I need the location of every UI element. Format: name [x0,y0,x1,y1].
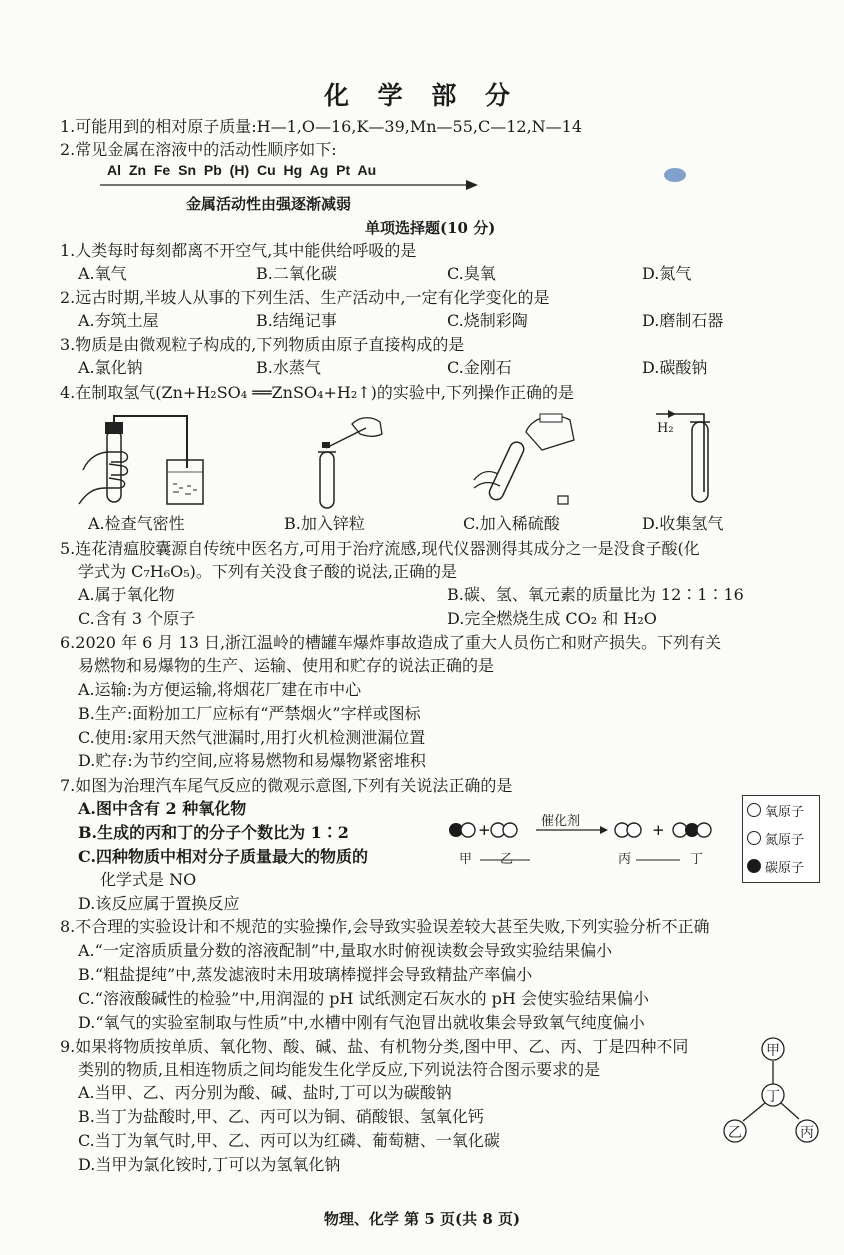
legend-oxygen [743,796,819,824]
note-2: 2.常见金属在溶液中的活动性顺序如下: [60,140,337,159]
q4-option-a: A.检查气密性 [88,514,185,533]
q4-option-d: D.收集氢气 [642,514,724,533]
q3-stem: 3.物质是由微观粒子构成的,下列物质由原子直接构成的是 [60,335,465,354]
q2-option-b: B.结绳记事 [256,311,337,330]
q4-h2-label: H₂ [657,421,674,436]
q2-option-d: D.磨制石器 [642,311,724,330]
q6-option-c: C.使用:家用天然气泄漏时,用打火机检测泄漏位置 [78,728,426,747]
metal-activity-caption: 金属活动性由强逐渐减弱 [186,195,352,213]
q7-catalyst-label: 催化剂 [541,814,581,829]
q2-option-a: A.夯筑土屋 [78,311,159,330]
q1-stem: 1.人类每时每刻都离不开空气,其中能供给呼吸的是 [60,241,417,260]
legend-oxygen-label: 氧原子 [765,804,805,820]
q5-option-b: B.碳、氢、氧元素的质量比为 12∶1∶16 [447,585,744,604]
metal-activity-series: Al Zn Fe Sn Pb (H) Cu Hg Ag Pt Au [107,162,377,178]
q7-option-b: B.生成的丙和丁的分子个数比为 1∶2 [78,823,349,842]
q7-option-d: D.该反应属于置换反应 [78,894,240,913]
section-heading: 单项选择题(10 分) [365,219,496,237]
q3-option-c: C.金刚石 [447,358,512,377]
legend-carbon-label: 碳原子 [765,860,805,876]
svg-text:+: + [478,821,491,839]
q6-stem-line1: 6.2020 年 6 月 13 日,浙江温岭的槽罐车爆炸事故造成了重大人员伤亡和财产损失。下列有关 [60,633,722,652]
q1-option-d: D.氮气 [642,264,692,283]
page-footer: 物理、化学 第 5 页(共 8 页) [323,1210,521,1228]
q2-stem: 2.远古时期,半坡人从事的下列生活、生产活动中,一定有化学变化的是 [60,288,550,307]
q8-option-d: D.“氧气的实验室制取与性质”中,水槽中刚有气泡冒出就收集会导致氧气纯度偏小 [78,1013,645,1032]
q8-stem: 8.不合理的实验设计和不规范的实验操作,会导致实验误差较大甚至失败,下列实验分析不正确 [60,917,710,936]
nitrogen-atom-icon [747,831,761,845]
q7-atom-legend [742,795,820,883]
q9-node-yi: 乙 [728,1125,742,1141]
q9-option-c: C.当丁为氧气时,甲、乙、丙可以为红磷、葡萄糖、一氧化碳 [78,1131,500,1150]
q7-stem: 7.如图为治理汽车尾气反应的微观示意图,下列有关说法正确的是 [60,776,513,795]
legend-nitrogen [743,824,819,852]
q6-stem-line2: 易燃物和易爆物的生产、运输、使用和贮存的说法正确的是 [78,656,495,675]
ink-smudge [664,168,686,182]
q4-option-b: B.加入锌粒 [284,514,365,533]
oxygen-atom-icon [747,803,761,817]
q5-option-c: C.含有 3 个原子 [78,609,196,628]
q7-option-c-line2: 化学式是 NO [100,870,197,889]
q9-node-jia: 甲 [766,1043,780,1059]
q9-option-d: D.当甲为氯化铵时,丁可以为氢氧化钠 [78,1155,341,1174]
q5-option-d: D.完全燃烧生成 CO₂ 和 H₂O [447,609,657,628]
legend-nitrogen-label: 氮原子 [765,832,805,848]
q3-option-d: D.碳酸钠 [642,358,708,377]
q5-option-a: A.属于氧化物 [78,585,175,604]
q7-option-c-line1: C.四种物质中相对分子质量最大的物质的 [78,847,369,866]
q6-option-a: A.运输:为方便运输,将烟花厂建在市中心 [78,680,362,699]
q6-option-b: B.生产:面粉加工厂应标有“严禁烟火”字样或图标 [78,704,421,723]
q5-stem-line1: 5.连花清瘟胶囊源自传统中医名方,可用于治疗流感,现代仪器测得其成分之一是没食子酸(化 [60,539,700,558]
q4-figure-add-zinc [296,412,386,512]
q9-node-ding: 丁 [766,1089,780,1105]
q7-label-yi: 乙 [500,852,514,867]
legend-carbon [743,852,819,880]
svg-text:+: + [652,821,665,839]
activity-arrow [100,178,480,192]
q9-option-b: B.当丁为盐酸时,甲、乙、丙可以为铜、硝酸银、氢氧化钙 [78,1107,484,1126]
note-1: 1.可能用到的相对原子质量:H—1,O—16,K—39,Mn—55,C—12,N—14 [60,117,583,136]
q8-option-a: A.“一定溶质质量分数的溶液配制”中,量取水时俯视读数会导致实验结果偏小 [78,941,613,960]
q8-option-b: B.“粗盐提纯”中,蒸发滤液时未用玻璃棒搅拌会导致精盐产率偏小 [78,965,533,984]
q7-label-ding: 丁 [690,852,704,867]
page-title: 化 学 部 分 [323,81,521,110]
q9-node-bing: 丙 [800,1125,814,1141]
q5-stem-line2: 学式为 C₇H₆O₅)。下列有关没食子酸的说法,正确的是 [78,562,457,581]
q9-option-a: A.当甲、乙、丙分别为酸、碱、盐时,丁可以为碳酸钠 [78,1083,452,1102]
q7-label-bing: 丙 [618,852,632,867]
q7-option-a: A.图中含有 2 种氧化物 [78,799,247,818]
q3-option-a: A.氯化钠 [78,358,143,377]
q1-option-c: C.臭氧 [447,264,496,283]
q1-option-a: A.氧气 [78,264,127,283]
q2-option-c: C.烧制彩陶 [447,311,528,330]
q4-figure-airtightness [75,412,215,512]
q3-option-b: B.水蒸气 [256,358,321,377]
q6-option-d: D.贮存:为节约空间,应将易燃物和易爆物紧密堆积 [78,751,426,770]
q4-stem: 4.在制取氢气(Zn+H₂SO₄ ══ZnSO₄+H₂↑)的实验中,下列操作正确的是 [60,383,574,402]
carbon-atom-icon [747,859,761,873]
q8-option-c: C.“溶液酸碱性的检验”中,用润湿的 pH 试纸测定石灰水的 pH 会使实验结果偏小 [78,989,649,1008]
q9-stem-line2: 类别的物质,且相连物质之间均能发生化学反应,下列说法符合图示要求的是 [78,1060,601,1079]
q1-option-b: B.二氧化碳 [256,264,337,283]
q7-label-jia: 甲 [459,852,473,867]
q4-option-c: C.加入稀硫酸 [463,514,560,533]
q9-stem-line1: 9.如果将物质按单质、氧化物、酸、碱、盐、有机物分类,图中甲、乙、丙、丁是四种不同 [60,1037,689,1056]
q4-figure-add-acid [470,410,590,510]
